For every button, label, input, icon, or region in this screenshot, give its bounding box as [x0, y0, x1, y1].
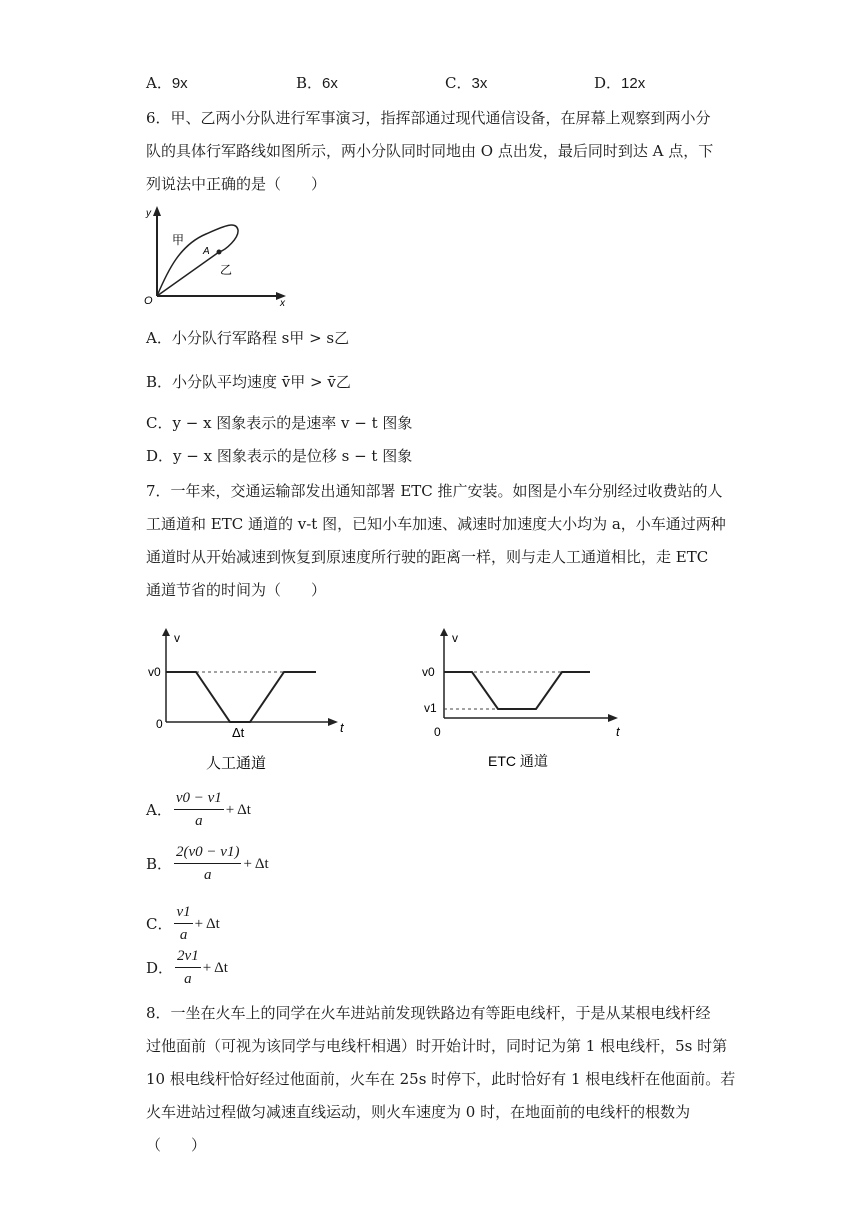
q7-option-c: C． $\frac{v1}{a}$ + Δt: [146, 902, 220, 946]
q6-path-figure: [140, 200, 300, 312]
q8-stem-line-2: 过他面前（可视为该同学与电线杆相遇）时开始计时，同时记为第 1 根电线杆，5s 时第: [146, 1037, 728, 1055]
origin-label: O: [144, 295, 153, 307]
path-jia-label: 甲: [172, 233, 185, 247]
v-axis-arrow: [440, 628, 448, 636]
q5-option-a: A．9x: [146, 74, 188, 92]
q7-stem-line-4: 通道节省的时间为（ ）: [146, 581, 327, 599]
q6-option-d: D．y − x 图象表示的是位移 s − t 图象: [146, 447, 413, 465]
q6-stem-line-2: 队的具体行军路线如图所示，两小分队同时同地由 O 点出发，最后同时到达 A 点，下: [146, 142, 714, 160]
zero-label: 0: [434, 725, 441, 739]
q6-stem-line-3: 列说法中正确的是（ ）: [146, 175, 327, 193]
q7-option-d: D． $\frac{2v1}{a}$ + Δt: [146, 946, 228, 990]
q8-stem-line-4: 火车进站过程做匀减速直线运动，则火车速度为 0 时，在地面前的电线杆的根数为: [146, 1103, 691, 1121]
q5-option-c: C．3x: [445, 74, 488, 92]
q8-stem-line-3: 10 根电线杆恰好经过他面前，火车在 25s 时停下，此时恰好有 1 根电线杆在他面前。若: [146, 1070, 736, 1088]
q5-option-d: D．12x: [594, 74, 646, 92]
point-a-dot: [217, 250, 222, 255]
q8-stem-line-5: （ ）: [146, 1136, 207, 1154]
v-axis-label: v: [174, 631, 180, 645]
etc-lane-caption: ETC 通道: [488, 753, 548, 769]
fraction: $\frac{2v1}{a}$: [177, 948, 199, 987]
t-axis-arrow: [328, 718, 338, 726]
t-axis-arrow: [608, 714, 618, 722]
q5-option-b: B．6x: [296, 74, 338, 92]
path-jia: [157, 225, 238, 296]
x-axis-label: x: [280, 298, 285, 309]
manual-lane-velocity-curve: [166, 672, 316, 722]
manual-lane-vt-chart: [150, 622, 360, 782]
manual-lane-caption: 人工通道: [206, 755, 267, 772]
fraction: $\frac{v1}{a}$: [176, 904, 191, 943]
path-yi: [157, 252, 219, 296]
q6-option-b: B．小分队平均速度 v̄甲 > v̄乙: [146, 373, 351, 391]
path-yi-label: 乙: [220, 263, 233, 277]
t-axis-label: t: [616, 724, 620, 739]
q7-stem-line-1: 7．一年来，交通运输部发出通知部署 ETC 推广安装。如图是小车分别经过收费站的人: [146, 482, 723, 500]
delta-t-label: Δt: [232, 725, 245, 740]
t-axis-label: t: [340, 720, 344, 735]
q6-option-a: A．小分队行军路程 s甲 > s乙: [146, 329, 350, 347]
fraction: $\frac{2(v0 - v1)}{a}$: [176, 844, 240, 883]
y-axis-arrow: [153, 206, 161, 216]
q8-stem-line-1: 8．一坐在火车上的同学在火车进站前发现铁路边有等距电线杆，于是从某根电线杆经: [146, 1004, 711, 1022]
y-axis-label: y: [146, 208, 151, 219]
q7-option-a: A． $\frac{v0 - v1}{a}$ + Δt: [146, 788, 251, 832]
zero-label: 0: [156, 717, 163, 731]
v0-label: v0: [148, 665, 161, 679]
q7-stem-line-2: 工通道和 ETC 通道的 v-t 图，已知小车加速、减速时加速度大小均为 a，小车通过两种: [146, 515, 726, 533]
etc-lane-vt-chart: [420, 622, 630, 782]
v-axis-label: v: [452, 631, 458, 645]
point-a-label: A: [203, 246, 210, 257]
v0-label: v0: [422, 665, 435, 679]
q6-stem-line-1: 6．甲、乙两小分队进行军事演习，指挥部通过现代通信设备，在屏幕上观察到两小分: [146, 109, 711, 127]
q7-option-b: B． $\frac{2(v0 - v1)}{a}$ + Δt: [146, 842, 269, 886]
v-axis-arrow: [162, 628, 170, 636]
q6-option-c: C．y − x 图象表示的是速率 v − t 图象: [146, 414, 413, 432]
fraction: $\frac{v0 - v1}{a}$: [175, 790, 222, 829]
q7-stem-line-3: 通道时从开始减速到恢复到原速度所行驶的距离一样，则与走人工通道相比，走 ETC: [146, 548, 709, 566]
etc-lane-velocity-curve: [444, 672, 590, 709]
v1-label: v1: [424, 701, 437, 715]
